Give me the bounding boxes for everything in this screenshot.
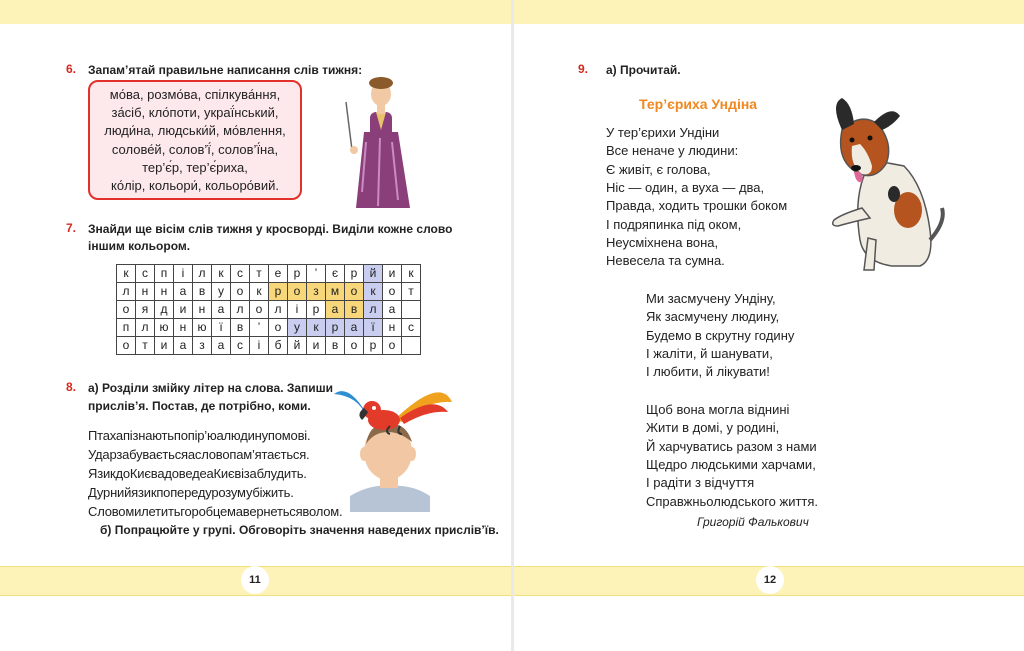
crossword-cell[interactable]: і [174, 265, 193, 283]
poem-line: І радіти з відчуття [646, 475, 755, 491]
crossword-cell[interactable]: а [326, 301, 345, 319]
proverb-line: Ударзабуваєтьсяасловопам’ятається. [88, 447, 310, 462]
proverb-line: ЯзикдоКиєвадоведеаКиєвізаблудить. [88, 466, 307, 481]
word-line: за́сіб, кло́поти, украї́нський, [111, 105, 279, 121]
crossword-cell[interactable]: с [136, 265, 155, 283]
proverb-line: Дурнийязикпопередурозумубіжить. [88, 485, 294, 500]
crossword-cell[interactable]: л [364, 301, 383, 319]
crossword-cell[interactable]: д [155, 301, 174, 319]
crossword-cell[interactable]: т [136, 337, 155, 355]
crossword-cell[interactable] [402, 337, 421, 355]
crossword-cell[interactable]: е [269, 265, 288, 283]
word-line: тер’є́р, тер’є́риха, [142, 159, 248, 175]
crossword-cell[interactable]: л [193, 265, 212, 283]
poem-line: Як засмучену людину, [646, 309, 780, 325]
crossword-cell[interactable]: н [383, 319, 402, 337]
crossword-row [117, 283, 421, 301]
crossword-cell[interactable]: у [288, 319, 307, 337]
crossword-cell[interactable]: п [117, 319, 136, 337]
crossword-cell[interactable]: с [231, 265, 250, 283]
crossword-cell[interactable]: т [250, 265, 269, 283]
task9-instruction: а) Прочитай. [606, 63, 681, 77]
poem-line: І любити, й лікувати! [646, 364, 770, 380]
crossword-cell[interactable]: с [231, 337, 250, 355]
crossword-cell[interactable]: р [345, 265, 364, 283]
crossword-cell[interactable]: о [383, 283, 402, 301]
word-line: ко́лір, кольори́, кольоро́вий. [111, 178, 279, 194]
task8-instruction-a-line: прислів’я. Постав, де потрібно, коми. [88, 399, 311, 413]
crossword-cell[interactable]: р [364, 337, 383, 355]
crossword-cell[interactable]: в [193, 283, 212, 301]
crossword-cell[interactable]: а [174, 337, 193, 355]
poem-line: Невесела та сумна. [606, 253, 725, 269]
crossword-cell[interactable]: б [269, 337, 288, 355]
poem-line: Жити в домі, у родині, [646, 420, 780, 436]
crossword-cell[interactable]: п [155, 265, 174, 283]
crossword-cell[interactable]: ї [212, 319, 231, 337]
task8-instruction-a-line: а) Розділи змійку літер на слова. Запиши [88, 381, 334, 395]
crossword-cell[interactable]: р [307, 301, 326, 319]
poem-line: Правда, ходить трошки боком [606, 198, 788, 214]
crossword-grid [116, 264, 421, 355]
crossword-cell[interactable]: ю [155, 319, 174, 337]
poem-line: Є живіт, є голова, [606, 161, 711, 177]
poem-line: Справжньолюдського життя. [646, 493, 819, 509]
crossword-cell[interactable]: о [117, 337, 136, 355]
crossword-cell[interactable]: ’ [307, 265, 326, 283]
crossword-cell[interactable]: н [193, 301, 212, 319]
task7-instruction-line: іншим кольором. [88, 239, 191, 253]
crossword-cell[interactable]: з [193, 337, 212, 355]
poem-line: Щоб вона могла віднині [646, 402, 790, 417]
word-line: солове́й, солов’ї́, солов’ї́на, [111, 141, 279, 157]
crossword-cell[interactable]: ї [364, 319, 383, 337]
crossword-cell[interactable]: а [345, 319, 364, 337]
crossword-cell[interactable]: и [307, 337, 326, 355]
poem-line: І жаліти, й шанувати, [646, 345, 773, 361]
task6-instruction: Запам’ятай правильне написання слів тижня: [88, 63, 363, 77]
page-number-left: 11 [241, 566, 269, 594]
crossword-cell[interactable]: о [231, 283, 250, 301]
crossword-cell[interactable]: к [402, 265, 421, 283]
crossword-cell[interactable]: и [155, 337, 174, 355]
crossword-cell[interactable]: а [174, 283, 193, 301]
crossword-cell[interactable]: р [269, 283, 288, 301]
crossword-cell[interactable]: л [269, 301, 288, 319]
task8-number: 8. [66, 380, 77, 394]
crossword-cell[interactable]: о [269, 319, 288, 337]
crossword-cell[interactable]: в [345, 301, 364, 319]
crossword-cell[interactable]: а [212, 301, 231, 319]
crossword-row [117, 337, 421, 355]
task7-instruction-line: Знайди ще вісім слів тижня у кросворді. Виділи кожне слово [88, 222, 453, 236]
parrot-man-illustration [330, 372, 455, 512]
crossword-cell[interactable]: л [231, 301, 250, 319]
word-line: мо́ва, розмо́ва, спілкува́ння, [109, 87, 281, 102]
poem-line: У тер’єрихи Ундіни [606, 125, 720, 140]
top-band [0, 0, 511, 24]
proverb-line: Птахапізнаютьпопір’юалюдинупомові. [88, 428, 311, 443]
proverb-line: Словомилетитьгоробцемавернетьсяволом. [88, 504, 343, 519]
crossword-cell[interactable]: м [326, 283, 345, 301]
crossword-cell[interactable]: і [288, 301, 307, 319]
dog-illustration [812, 90, 947, 275]
crossword-cell[interactable]: ’ [250, 319, 269, 337]
crossword-cell[interactable]: в [231, 319, 250, 337]
woman-illustration [336, 72, 426, 212]
top-band [514, 0, 1024, 24]
page-number-right: 12 [756, 566, 784, 594]
task8-instruction-b: б) Попрацюйте у групі. Обговоріть значення наведених прислів’їв. [100, 523, 499, 537]
crossword-cell[interactable]: л [136, 319, 155, 337]
crossword-cell[interactable] [402, 301, 421, 319]
crossword-row [117, 319, 421, 337]
crossword-cell[interactable]: о [345, 283, 364, 301]
crossword-cell[interactable]: а [212, 337, 231, 355]
crossword-cell[interactable]: з [307, 283, 326, 301]
crossword-cell[interactable]: о [250, 301, 269, 319]
crossword-cell[interactable]: а [383, 301, 402, 319]
crossword-cell[interactable]: к [307, 319, 326, 337]
crossword-cell[interactable]: і [250, 337, 269, 355]
crossword-cell[interactable]: и [383, 265, 402, 283]
poem-line: Ми засмучену Ундіну, [646, 291, 776, 306]
crossword-cell[interactable]: и [174, 301, 193, 319]
poem-line: Щедро людськими харчами, [646, 456, 816, 472]
crossword-cell[interactable]: к [250, 283, 269, 301]
crossword-cell[interactable]: о [117, 301, 136, 319]
crossword-row [117, 265, 421, 283]
poem-line: Неусміхнена вона, [606, 234, 719, 250]
poem-line: І подряпинка під оком, [606, 216, 742, 232]
crossword-cell[interactable]: є [326, 265, 345, 283]
crossword-cell[interactable]: л [117, 283, 136, 301]
crossword-cell[interactable]: т [402, 283, 421, 301]
crossword-cell[interactable]: й [288, 337, 307, 355]
task6-number: 6. [66, 62, 77, 76]
crossword-row [117, 301, 421, 319]
poem-line: Ніс — один, а вуха — два, [606, 179, 765, 195]
task9-number: 9. [578, 62, 589, 76]
crossword-cell[interactable]: к [117, 265, 136, 283]
words-of-week-box [88, 80, 302, 200]
crossword-cell[interactable]: ю [193, 319, 212, 337]
crossword-cell[interactable]: р [288, 265, 307, 283]
crossword-cell[interactable]: к [212, 265, 231, 283]
crossword-cell[interactable]: к [364, 283, 383, 301]
crossword-cell[interactable]: я [136, 301, 155, 319]
crossword-cell[interactable]: о [345, 337, 364, 355]
poem-line: Все неначе у людини: [606, 143, 739, 159]
left-page [0, 0, 511, 651]
task7-number: 7. [66, 221, 77, 235]
word-line: люди́на, людськи́й, мо́влення, [104, 123, 286, 139]
poem-author: Григорій Фалькович [697, 515, 809, 529]
crossword-cell[interactable]: й [364, 265, 383, 283]
crossword-cell[interactable]: о [383, 337, 402, 355]
crossword-cell[interactable]: о [288, 283, 307, 301]
poem-title: Тер’єриха Ундіна [639, 96, 758, 112]
crossword-cell[interactable]: у [212, 283, 231, 301]
poem-line: Й харчуватись разом з нами [646, 438, 817, 454]
crossword-cell[interactable]: н [136, 283, 155, 301]
right-page [514, 0, 1024, 651]
crossword-cell[interactable]: с [402, 319, 421, 337]
crossword-cell[interactable]: н [174, 319, 193, 337]
crossword-cell[interactable]: н [155, 283, 174, 301]
poem-line: Будемо в скрутну годину [646, 327, 795, 343]
crossword-cell[interactable]: р [326, 319, 345, 337]
crossword-cell[interactable]: в [326, 337, 345, 355]
